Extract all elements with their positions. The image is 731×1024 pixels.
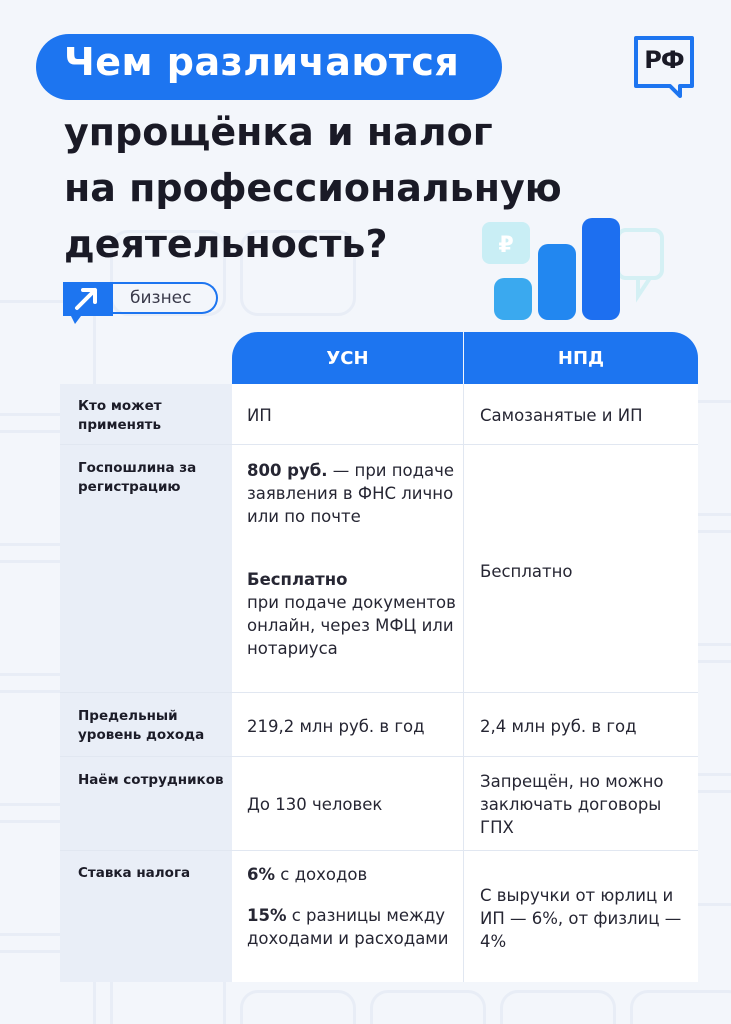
npd-employees-cell: Запрещён, но можно заключать договоры ГПХ [480, 772, 664, 837]
usn-rate-15-text: с разницы между доходами и расходами [247, 906, 449, 948]
usn-rate-6: 6% [247, 865, 276, 884]
column-header-usn: УСН [232, 332, 463, 384]
usn-fee-cell [247, 459, 457, 528]
npd-tax-rate-cell: С выручки от юрлиц и ИП — 6%, от физлиц — 4% [480, 886, 682, 951]
column-header-npd: НПД [464, 332, 698, 384]
usn-tax-rate-diff-cell [247, 904, 457, 950]
category-tag-label: бизнес [130, 288, 192, 308]
usn-employees-cell: До 130 человек [247, 795, 383, 814]
usn-fee-free-label: Бесплатно [247, 570, 348, 589]
logo-text: РФ [644, 46, 684, 74]
row-divider [60, 444, 698, 445]
row-label-employees: Наём сотрудников [78, 772, 224, 788]
usn-rate-6-text: с доходов [275, 865, 368, 884]
usn-who-cell: ИП [247, 406, 272, 425]
title-line: на профессиональную [64, 166, 562, 210]
usn-fee-amount: 800 руб. [247, 461, 328, 480]
title-line: упрощёнка и налог [64, 110, 493, 154]
row-divider [60, 756, 698, 757]
usn-tax-rate-income-cell [247, 863, 457, 886]
row-divider [60, 692, 698, 693]
page-title-highlighted: Чем различаются [64, 40, 460, 84]
row-label-income-limit: Предельный уровень дохода [78, 708, 205, 743]
bar-chart-decoration-icon [478, 212, 678, 324]
usn-income-limit-cell: 219,2 млн руб. в год [247, 717, 425, 736]
usn-rate-15: 15% [247, 906, 287, 925]
usn-fee-free-cell [247, 568, 457, 660]
usn-fee-free-text: при подаче документов онлайн, через МФЦ или нотариуса [247, 593, 456, 658]
row-label-who: Кто может применять [78, 398, 162, 433]
usn-fee-text: — при подаче заявления в ФНС лично или по почте [247, 461, 455, 526]
svg-text:₽: ₽ [498, 233, 514, 258]
npd-who-cell: Самозанятые и ИП [480, 406, 643, 425]
npd-income-limit-cell: 2,4 млн руб. в год [480, 717, 637, 736]
title-line: деятельность? [64, 222, 388, 266]
row-divider [60, 850, 698, 851]
row-label-fee: Госпошлина за регистрацию [78, 460, 197, 495]
column-divider [463, 384, 464, 982]
npd-fee-cell: Бесплатно [480, 562, 573, 581]
row-label-tax-rate: Ставка налога [78, 865, 191, 881]
